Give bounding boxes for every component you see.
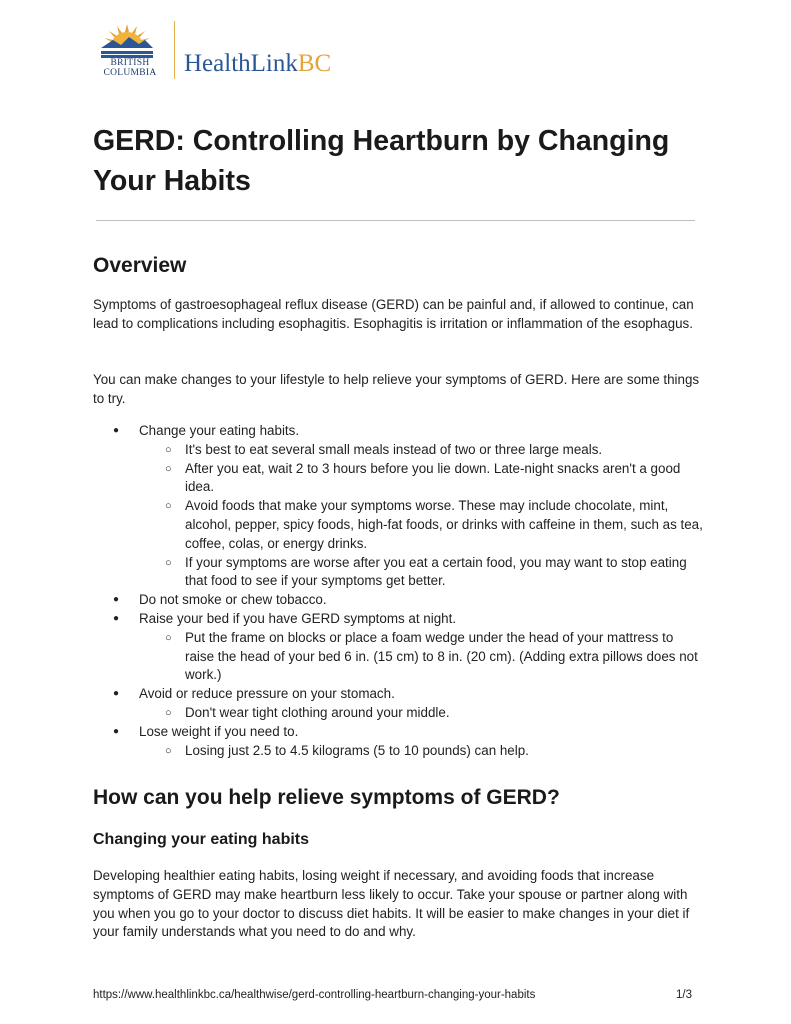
sub-list-item: ○ If your symptoms are worse after you eat a certain food, you may want to stop eating that food to see if your symptoms get better. [139,554,703,592]
list-item [93,422,703,591]
wordmark-main: HealthLink [184,50,298,77]
list-item-text: Raise your bed if you have GERD symptoms at night. [139,610,457,626]
wordmark-suffix: BC [297,50,332,77]
healthlinkbc-wordmark [184,50,331,78]
sub-list-item: ○ After you eat, wait 2 to 3 hours before you lie down. Late-night snacks aren't a good idea. [139,460,703,498]
list-item [93,591,703,610]
section-heading-relieve: How can you help relieve symptoms of GERD? [93,786,560,809]
list-item-text: Do not smoke or chew tobacco. [139,592,327,608]
bc-text-line1: BRITISH [110,58,150,68]
list-item [93,723,703,761]
title-divider [96,220,695,221]
healthlinkbc-logo [95,18,355,80]
list-item-text: Lose weight if you need to. [139,723,299,739]
page-title: GERD: Controlling Heartburn by Changing Your Habits [93,125,670,197]
bc-text-line2: COLUMBIA [103,68,157,78]
list-item [93,610,703,685]
list-item [93,685,703,723]
sub-list-item: ○ Put the frame on blocks or place a foam wedge under the head of your mattress to raise the head of your bed 6 in. (15 cm) to 8 in. (20 cm). (Adding extra pillows does not work.) [139,629,703,685]
overview-paragraph-1: Symptoms of gastroesophageal reflux disease (GERD) can be painful and, if allowed to continue, can lead to complications including esophagitis. Esophagitis is irritation or inflammation of the esophagus. [93,297,694,331]
list-item-text: Change your eating habits. [139,423,300,438]
british-columbia-sun-icon [95,18,159,58]
british-columbia-wordmark [95,58,165,78]
sub-list-item: ○ Losing just 2.5 to 4.5 kilograms (5 to 10 pounds) can help. [139,742,703,761]
sub-list [139,704,703,723]
footer-url: https://www.healthlinkbc.ca/healthwise/gerd-controlling-heartburn-changing-your-habits [93,989,536,1001]
sub-list-item: ○ Avoid foods that make your symptoms worse. These may include chocolate, mint, alcohol, pepper, spicy foods, high-fat foods, or drinks with caffeine in them, such as tea, coffee, colas, or energy drinks. [139,497,703,553]
list-item-text: Avoid or reduce pressure on your stomach. [139,686,395,702]
page-number: 1/3 [676,989,692,1001]
sub-list [139,742,703,761]
overview-heading: Overview [93,254,187,277]
logo-divider [174,21,175,79]
eating-habits-paragraph: Developing healthier eating habits, losing weight if necessary, and avoiding foods that increase symptoms of GERD may make heartburn less likely to occur. Take your spouse or partner along with you when you go to your doctor to discuss diet habits. It will be easier to make changes in your diet if your family understands what you need to do and why. [93,868,690,940]
overview-paragraph-2: You can make changes to your lifestyle to help relieve your symptoms of GERD. Here are some things to try. [93,372,700,406]
sub-list-item: ○ It's best to eat several small meals instead of two or three large meals. [139,441,703,460]
subheading-eating-habits: Changing your eating habits [93,831,310,848]
sub-list [139,441,703,591]
sub-list [139,629,703,685]
tips-list [93,422,703,760]
sub-list-item: ○ Don't wear tight clothing around your middle. [139,704,703,723]
